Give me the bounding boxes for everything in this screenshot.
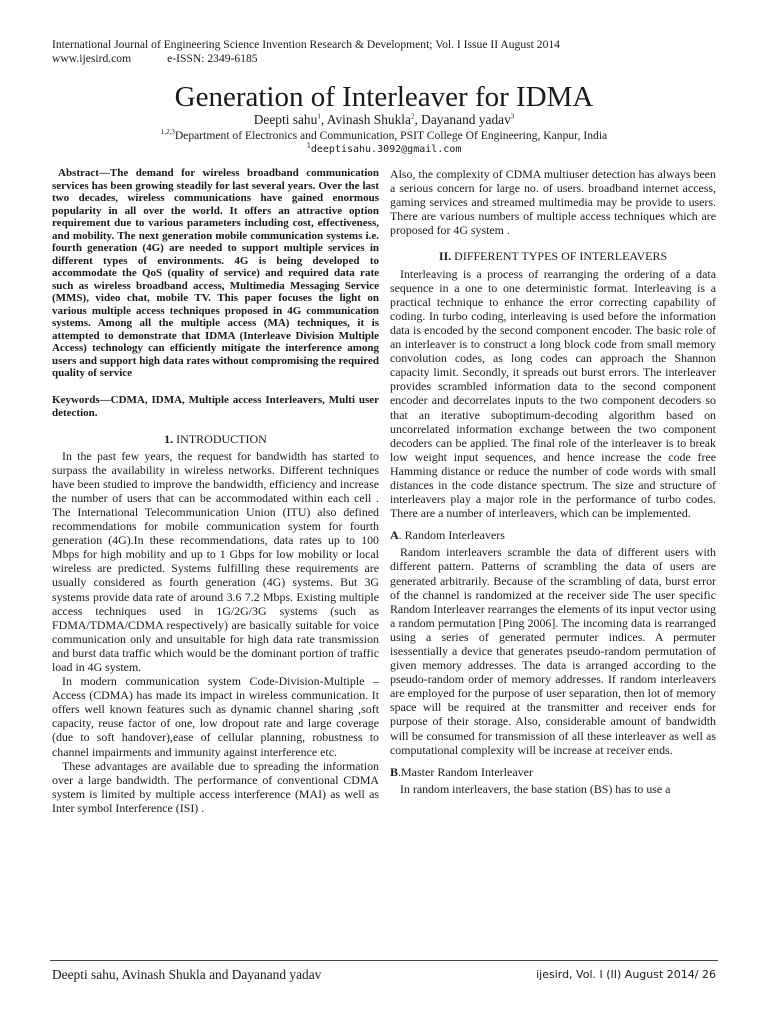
paragraph: Also, the complexity of CDMA multiuser detection has always been a serious concern for large no. of users. broadband internet access, gaming services and streamed multimedia may be provide to users. There are various numbers of multiple access techniques which are proposed for 4G system . [390, 167, 716, 238]
paragraph: In the past few years, the request for bandwidth has started to surpass the availability in wireless networks. Different techniques have been studied to improve the bandwidth, efficiency and increase the number of users that can be accommodated within each cell . The International Telecommunication Union (ITU) also defined recommendations for mobile communication system for fourth generation (4G).In these recommendations, data rates up to 100 Mbps for high mobility and up to 1 Gbps for low mobility or local wireless are predicted. Systems fulfilling these requirements are usually considered as fourth generation (4G) systems. But 3G systems provide data rate of around 3.6 7.2 Mbps. Existing multiple access techniques used in 1G/2G/3G systems (such as FDMA/TDMA/CDMA respectively) are basically suitable for voice communication only and unsuitable for high data rate transmission and burst data traffic which would be the dominant portion of traffic load in 4G system. [52, 448, 379, 674]
author-name: Avinash Shukla [326, 112, 411, 127]
subsection-letter: B [390, 764, 399, 779]
author-name: Dayanand yadav [421, 112, 511, 127]
section-title: DIFFERENT TYPES OF INTERLEAVERS [454, 249, 668, 264]
journal-website: www.ijesird.com [52, 52, 132, 65]
paper-title: Generation of Interleaver for IDMA [174, 81, 594, 113]
section-heading [390, 249, 716, 263]
paragraph: These advantages are available due to spreading the information over a large bandwidth. The performance of conventional CDMA system is limited by multiple access interference (MAI) as well as Inter symbol Interference (ISI) . [52, 758, 379, 815]
footer-divider [50, 960, 718, 961]
author-sup: 1 [317, 112, 321, 121]
author-sup: 3 [510, 112, 515, 121]
paragraph: In modern communication system Code-Division-Multiple – Access (CDMA) has made its impact in wireless communication. It offers well known features such as dynamic channel sharing ,soft capacity, reuse factor of one, low dropout rate and large coverage (due to soft handover),ease of cellular planning, robustness to channel impairments and immunity against interference etc. [52, 674, 379, 759]
subsection-heading [390, 528, 716, 542]
section-number: II. [438, 249, 452, 264]
footer-authors: Deepti sahu, Avinash Shukla and Dayanand yadav [52, 967, 322, 982]
paragraph: In random interleavers, the base station (BS) has to use a [400, 781, 671, 796]
keywords: Keywords—CDMA, IDMA, Multiple access Interleavers, Multi user detection. [52, 393, 379, 419]
subsection-title: .Master Random Interleaver [398, 764, 533, 779]
author-sup: 2 [410, 112, 415, 121]
footer-citation: ijesird, Vol. I (II) August 2014/ 26 [536, 968, 716, 981]
paragraph: Interleaving is a process of rearranging the ordering of a data sequence in a one to one deterministic format. Interleaving is a practical technique to enhance the error correcting capability of coding. In turbo coding, interleaving is used before the information data is encoded by the second component encoder. The basic role of an interleaver is to construct a long block code from small memory convolution codes, as long codes can approach the Shannon capacity limit. Secondly, it spreads out burst errors. The interleaver provides scrambled information data to the second component encoder and decorrelates inputs to the two component decoders so that an iterative suboptimum-decoding algorithm based on uncorrelated information exchange between the two component decoders can be applied. The final role of the interleaver is to break low weight input sequences, and hence increase the code free Hamming distance or reduce the number of code words with small distances in the code distance spectrum. The size and structure of interleavers play a major role in the performance of turbo codes. There are a number of interleavers, which can be implemented. [390, 266, 716, 521]
paragraph: Random interleavers scramble the data of different users with different pattern. Patterns of scrambling the data of users are generated arbitrarily. Because of the scrambling of data, burst error of the channel is randomized at the receiver side The user specific Random Interleaver rearranges the elements of its input vector using a random permutation [Ping 2006]. The incoming data is rearranged using a series of generated permuter indices. A permuter isessentially a device that generates pseudo-random permutation of given memory addresses. The data is arranged according to the pseudo-random order of memory addresses. If random interleavers are employed for the purpose of user separation, then lot of memory space will be required at the transmitter and receiver ends for purpose of their storage. Also, considerable amount of bandwidth will be consumed for transmission of all these interleaver as well as computational complexity will be increase at receiver ends. [390, 545, 716, 757]
section-number: 1. [164, 431, 174, 446]
subsection-heading [390, 765, 716, 779]
email-sup: 1 [306, 141, 311, 150]
author-name: Deepti sahu [253, 112, 318, 127]
section-heading [52, 432, 379, 446]
affiliation [0, 128, 768, 143]
section-title: INTRODUCTION [176, 431, 267, 446]
subsection-letter: A [390, 528, 399, 543]
affiliation-text: Department of Electronics and Communication, PSIT College Of Engineering, Kanpur, India [174, 129, 608, 142]
left-column [52, 167, 379, 815]
subsection-title: . Random Interleavers [398, 528, 505, 543]
author-list: Deepti sahu$^1$, Avinash Shukla$^2$, Dayanand yadav$^3$ [253, 112, 515, 127]
journal-issn: e-ISSN: 2349-6185 [167, 52, 258, 65]
journal-header [52, 38, 560, 66]
abstract: Abstract—The demand for wireless broadband communication services has been growing steadily for last several years. Over the last two decades, wireless communications have gained enormous popularity in all over the world. It offers an attractive option requirement due to various parameters including cost, effectiveness, and mobility. The next generation mobile communication systems i.e. fourth generation (4G) are needed to support multiple services in different types of environments. 4G is being developed to accommodate the QoS (quality of service) and required data rate such as wireless broadband access, Multimedia Messaging Service (MMS), video chat, mobile TV. This paper focuses the light on various multiple access techniques proposed in 4G communication systems. Among all the multiple access (MA) techniques, it is attempted to demonstrate that IDMA (Interleave Division Multiple Access) technology can efficiently mitigate the interference among users and support high data rates without compromising the required quality of service [52, 167, 379, 379]
right-column [390, 167, 716, 796]
email-address: deeptisahu.3092@gmail.com [310, 144, 462, 155]
author-email [0, 143, 768, 156]
affiliation-sup: 1,2,3 [160, 128, 175, 137]
journal-name: International Journal of Engineering Science Invention Research & Development; Vol. I Issue II August 2014 [52, 38, 560, 51]
